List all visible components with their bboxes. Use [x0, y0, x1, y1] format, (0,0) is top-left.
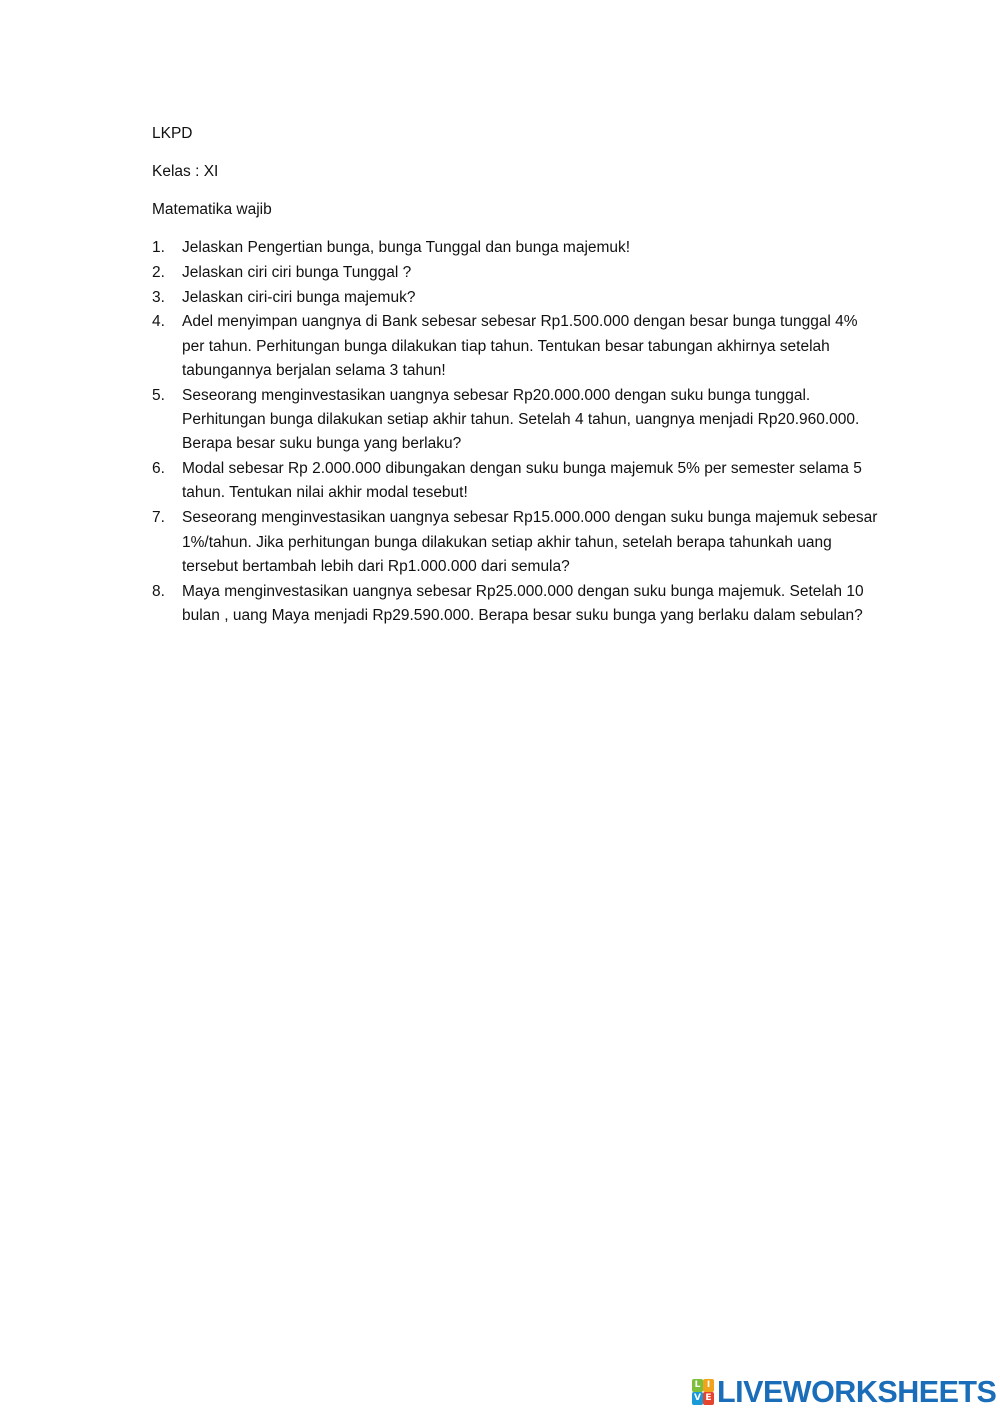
question-item	[152, 261, 882, 285]
question-item	[152, 384, 882, 457]
question-item	[152, 236, 882, 260]
question-number: 5.	[152, 386, 165, 404]
question-item	[152, 310, 882, 383]
liveworksheets-logo-icon	[692, 1379, 714, 1405]
question-number: 2.	[152, 263, 165, 281]
subject-label: Matematika wajib	[152, 201, 272, 218]
logo-mark-cell: I	[703, 1379, 714, 1392]
document-title: LKPD	[152, 125, 193, 142]
question-text: Maya menginvestasikan uangnya sebesar Rp25.000.000 dengan suku bunga majemuk. Setelah 10 bulan , uang Maya menjadi Rp29.590.000. Berapa besar suku bunga yang berlaku dalam sebulan?	[182, 582, 864, 624]
question-number: 8.	[152, 582, 165, 600]
logo-mark-cell: L	[692, 1379, 703, 1392]
question-number: 1.	[152, 239, 165, 256]
question-text: Modal sebesar Rp 2.000.000 dibungakan dengan suku bunga majemuk 5% per semester selama 5 tahun. Tentukan nilai akhir modal tesebut!	[182, 460, 862, 502]
question-text: Jelaskan ciri ciri bunga Tunggal ?	[182, 263, 412, 281]
liveworksheets-logo	[692, 1375, 996, 1409]
class-label: Kelas : XI	[152, 163, 219, 180]
logo-wordmark: LIVEWORKSHEETS	[717, 1375, 997, 1409]
question-item	[152, 457, 882, 506]
question-number: 3.	[152, 288, 165, 306]
logo-mark-cell: V	[692, 1392, 703, 1405]
question-item	[152, 580, 882, 629]
question-text: Seseorang menginvestasikan uangnya sebesar Rp20.000.000 dengan suku bunga tunggal. Perhitungan bunga dilakukan setiap akhir tahun. Setelah 4 tahun, uangnya menjadi Rp20.960.000. Berapa besar suku bunga yang berlaku?	[182, 386, 860, 453]
question-text: Jelaskan Pengertian bunga, bunga Tunggal dan bunga majemuk!	[182, 239, 631, 256]
question-text: Adel menyimpan uangnya di Bank sebesar sebesar Rp1.500.000 dengan besar bunga tunggal 4% per tahun. Perhitungan bunga dilakukan tiap tahun. Tentukan besar tabungan akhirnya setelah tabungannya berjalan selama 3 tahun!	[182, 313, 858, 379]
question-number: 4.	[152, 313, 165, 331]
question-text: Seseorang menginvestasikan uangnya sebesar Rp15.000.000 dengan suku bunga majemuk sebesar 1%/tahun. Jika perhitungan bunga dilakukan setiap akhir tahun, setelah berapa tahunkah uang tersebut bertambah lebih dari Rp1.000.000 dari semula?	[182, 509, 878, 575]
question-item	[152, 506, 882, 579]
question-list	[152, 236, 882, 629]
question-text: Jelaskan ciri-ciri bunga majemuk?	[182, 288, 416, 306]
question-item	[152, 286, 882, 310]
logo-mark-cell: E	[703, 1392, 714, 1405]
question-number: 6.	[152, 460, 165, 478]
question-number: 7.	[152, 509, 165, 527]
